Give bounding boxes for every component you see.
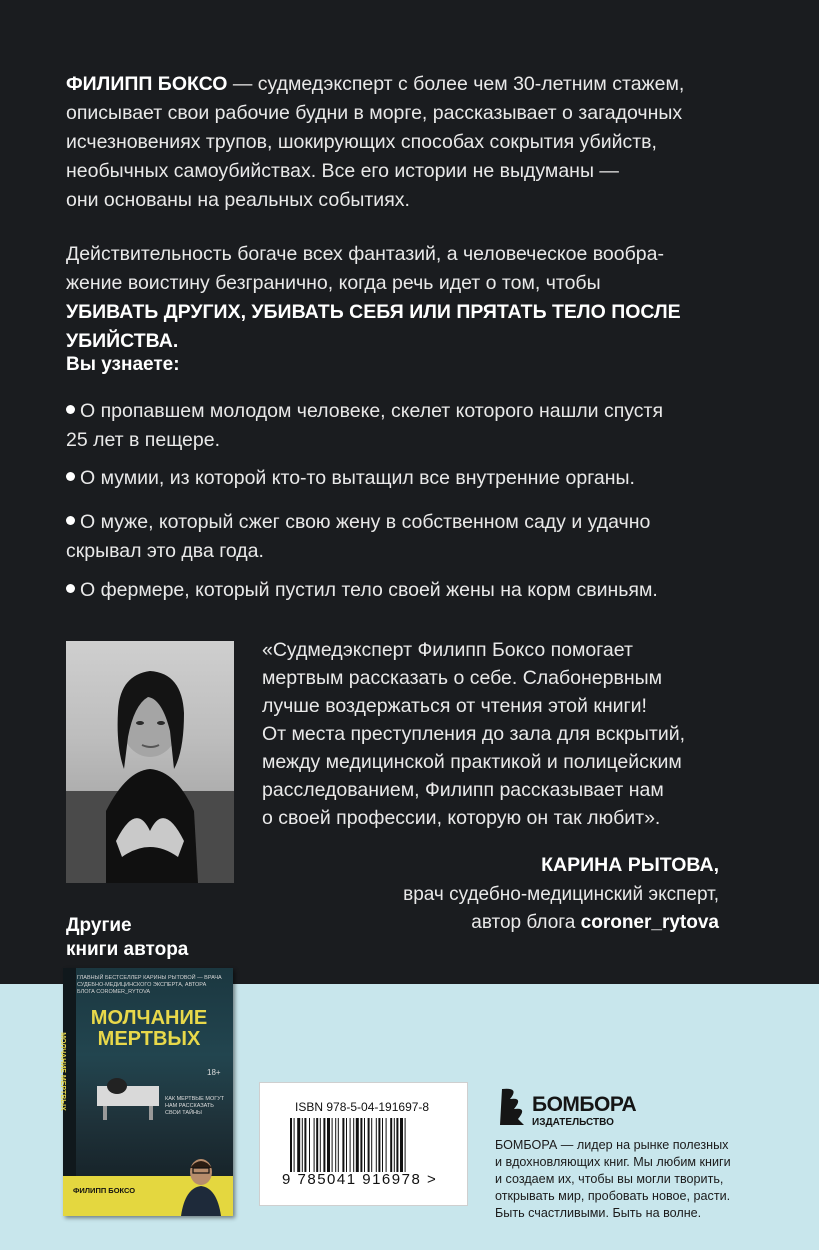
barcode-bar [297, 1118, 300, 1172]
quote-author-name: КАРИНА РЫТОВА, [541, 854, 719, 876]
bullet-text: О муже, который сжег свою жену в собственном саду и удачно [80, 511, 651, 533]
bullet-dot-icon [66, 472, 75, 481]
isbn-number: ISBN 978-5-04-191697-8 [295, 1100, 430, 1114]
barcode-bar [405, 1118, 406, 1172]
barcode-bar [342, 1118, 344, 1172]
bullet-dot-icon [66, 516, 75, 525]
quote-author-role: врач судебно-медицинский эксперт, [403, 884, 719, 905]
barcode-bar [346, 1118, 347, 1172]
quote-author-blog [471, 912, 719, 934]
intro-line-2: описывает свои рабочие будни в морге, рассказывает о загадочных [66, 102, 683, 124]
barcode-bar [338, 1118, 339, 1172]
cover-title [75, 1008, 223, 1050]
cover-title-2: МЕРТВЫХ [97, 1028, 201, 1050]
cover-illustration [93, 1060, 163, 1120]
barcode-bar [386, 1118, 387, 1172]
other-books-line-1: Другие [66, 915, 132, 936]
author-name: ФИЛИПП БОКСО [66, 73, 228, 95]
quote-line: между медицинской практикой и полицейским [262, 751, 682, 773]
bullet-text: О пропавшем молодом человеке, скелет которого нашли спустя [80, 400, 664, 422]
barcode-bar [302, 1118, 303, 1172]
cover-tagline: КАК МЕРТВЫЕ МОГУТ НАМ РАССКАЗАТЬ СВОИ ТАЙНЫ [165, 1096, 225, 1116]
barcode-bars [290, 1118, 438, 1172]
quote-line: расследованием, Филипп рассказывает нам [262, 779, 664, 801]
barcode-bar [309, 1118, 310, 1172]
other-books-heading [66, 914, 188, 962]
reality-paragraph [66, 240, 786, 356]
bullet-text-cont: скрывал это два года. [66, 540, 264, 562]
bullet-dot-icon [66, 584, 75, 593]
review-quote [262, 636, 732, 832]
bullet-item [66, 397, 746, 455]
reality-line-1: Действительность богаче всех фантазий, а человеческое вообра- [66, 243, 664, 265]
barcode-bar [294, 1118, 295, 1172]
barcode-bar [314, 1118, 315, 1172]
other-books-line-2: книги автора [66, 939, 189, 960]
barcode-bar [378, 1118, 380, 1172]
publisher-description [495, 1137, 785, 1222]
barcode-bar [356, 1118, 359, 1172]
barcode-bar [350, 1118, 351, 1172]
barcode-bar [368, 1118, 370, 1172]
barcode-bar [353, 1118, 354, 1172]
barcode-bar [290, 1118, 292, 1172]
barcode-bar [364, 1118, 365, 1172]
intro-line-4: необычных самоубийствах. Все его истории не выдуманы — [66, 160, 619, 182]
cover-author-photo [181, 1154, 221, 1216]
bullet-item [66, 508, 746, 566]
bullet-text-cont: 25 лет в пещере. [66, 429, 220, 451]
blog-handle: coroner_rytova [580, 912, 719, 933]
quote-line: лучше воздержаться от чтения этой книги! [262, 695, 647, 717]
barcode-bar [320, 1118, 321, 1172]
cover-title-1: МОЛЧАНИЕ [90, 1007, 208, 1029]
intro-line-1: — судмедэксперт с более чем 30-летним стажем, [227, 73, 685, 95]
publisher-desc-line: Быть счастливыми. Быть на волне. [495, 1206, 702, 1220]
barcode-digits: 9 785041 916978 > [282, 1171, 438, 1188]
cover-age-rating: 18+ [207, 1068, 221, 1077]
publisher-desc-line: открывать мир, пробовать новое, расти. [495, 1189, 731, 1203]
publisher-desc-line: и вдохновляющих книг. Мы любим книги [495, 1155, 731, 1169]
intro-paragraph [66, 70, 766, 215]
barcode-bar [316, 1118, 318, 1172]
publisher-subtitle: ИЗДАТЕЛЬСТВО [532, 1117, 614, 1128]
blog-prefix: автор блога [471, 912, 581, 933]
bullet-text: О фермере, который пустил тело своей жены на корм свиньям. [80, 579, 658, 601]
intro-line-5: они основаны на реальных событиях. [66, 189, 410, 211]
cover-spine-text: МОЛЧАНИЕ МЕРТВЫХ [58, 1032, 66, 1111]
quote-line: «Судмедэксперт Филипп Боксо помогает [262, 639, 633, 661]
barcode-bar [335, 1118, 336, 1172]
bullet-item [66, 464, 746, 493]
intro-line-3: исчезновениях трупов, шокирующих способах сокрытия убийств, [66, 131, 657, 153]
author-photo [66, 641, 234, 883]
bombora-wave-icon [498, 1085, 528, 1129]
portrait-image [66, 641, 234, 883]
publisher-desc-line: и создаем их, чтобы вы могли творить, [495, 1172, 724, 1186]
publisher-name: БОМБОРА [532, 1093, 637, 1116]
barcode-bar [304, 1118, 306, 1172]
quote-line: От места преступления до зала для вскрытий, [262, 723, 686, 745]
reality-line-2: жение воистину безгранично, когда речь идет о том, чтобы [66, 272, 601, 294]
barcode-bar [376, 1118, 377, 1172]
barcode-bar [396, 1118, 398, 1172]
barcode-bar [327, 1118, 330, 1172]
barcode-bar [332, 1118, 333, 1172]
quote-line: о своей профессии, которую он так любит». [262, 807, 661, 829]
cover-author: ФИЛИПП БОКСО [73, 1186, 136, 1195]
isbn-barcode [259, 1082, 468, 1206]
barcode-bar [323, 1118, 325, 1172]
reality-bold-line: УБИВАТЬ ДРУГИХ, УБИВАТЬ СЕБЯ ИЛИ ПРЯТАТЬ ТЕЛО ПОСЛЕ УБИЙСТВА. [66, 301, 681, 352]
bullet-dot-icon [66, 405, 75, 414]
publisher-desc-line: БОМБОРА — лидер на рынке полезных [495, 1138, 729, 1152]
barcode-bar [390, 1118, 392, 1172]
barcode-bar [382, 1118, 383, 1172]
bullet-item [66, 576, 746, 605]
bullet-text: О мумии, из которой кто-то вытащил все внутренние органы. [80, 467, 635, 489]
barcode-bar [360, 1118, 362, 1172]
other-book-cover[interactable] [58, 968, 233, 1216]
barcode-bar [394, 1118, 395, 1172]
cover-top-text: ГЛАВНЫЙ БЕСТСЕЛЛЕР КАРИНЫ РЫТОВОЙ — ВРАЧА СУДЕБНО-МЕДИЦИНСКОГО ЭКСПЕРТА, АВТОРА БЛОГА COROMER_RYTOVA [77, 975, 222, 995]
barcode-bar [371, 1118, 372, 1172]
barcode-bar [400, 1118, 403, 1172]
learn-heading: Вы узнаете: [66, 354, 180, 375]
quote-line: мертвым рассказать о себе. Слабонервным [262, 667, 663, 689]
